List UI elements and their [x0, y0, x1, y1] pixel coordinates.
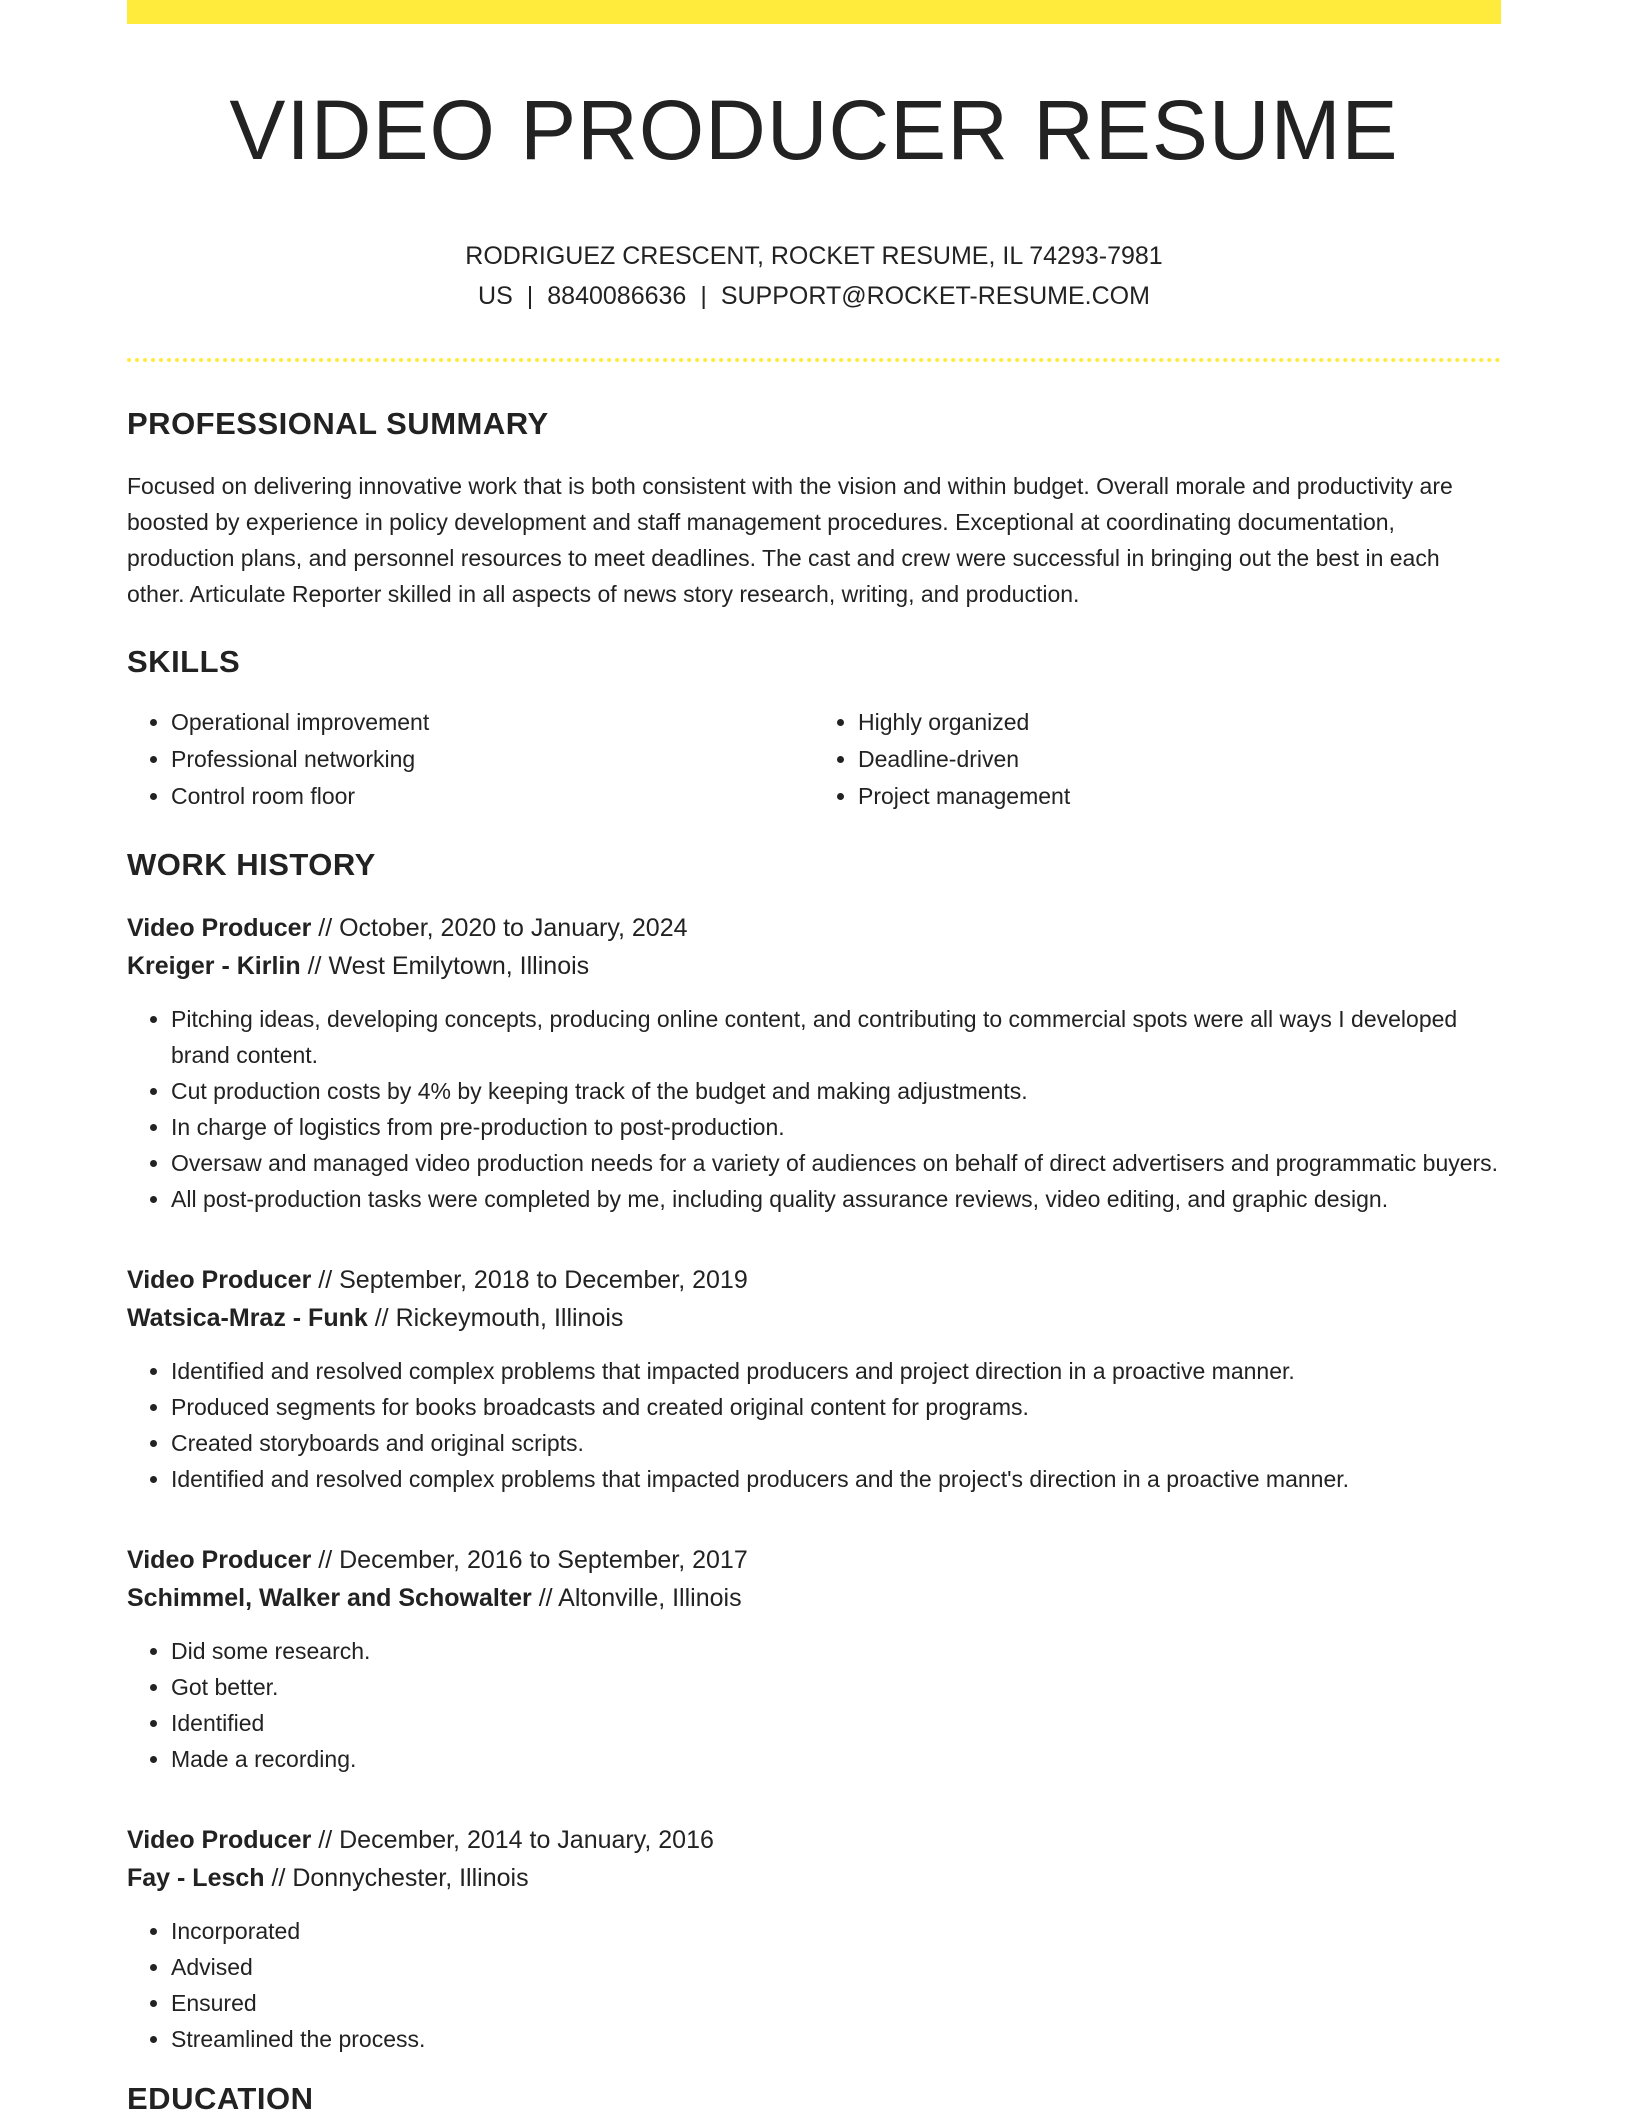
job-bullet: • Pitching ideas, developing concepts, producing online content, and contributing to commercial spots were all ways I developed brand content.	[171, 1001, 1501, 1073]
job-dates: // September, 2018 to December, 2019	[311, 1266, 748, 1294]
dotted-divider	[127, 358, 1501, 362]
summary-text: Focused on delivering innovative work that is both consistent with the vision and within budget. Overall morale and productivity are boosted by experience in policy development and staff management procedures. Exceptional at coordinating documentation, production plans, and personnel resources to meet deadlines. The cast and crew were successful in bringing out the best in each other. Articulate Reporter skilled in all aspects of news story research, writing, and production.	[127, 473, 1453, 607]
job-title: Video Producer	[127, 1266, 312, 1294]
job-bullet: • Cut production costs by 4% by keeping track of the budget and making adjustments.	[171, 1073, 1501, 1109]
job-bullet: • Made a recording.	[171, 1741, 1501, 1777]
job-title-line	[127, 909, 1501, 947]
job-title: Video Producer	[127, 914, 312, 942]
contact-address: RODRIGUEZ CRESCENT, ROCKET RESUME, IL 74293-7981 US	[465, 242, 1163, 310]
job-dates: // December, 2014 to January, 2016	[311, 1826, 714, 1854]
job-bullet: • Identified and resolved complex problems that impacted producers and project direction in a proactive manner.	[171, 1353, 1501, 1389]
job-bullet: • Created storyboards and original scripts.	[171, 1425, 1501, 1461]
job-location: // Altonville, Illinois	[531, 1584, 742, 1612]
job-bullet: • Identified	[171, 1705, 1501, 1741]
job-title-line	[127, 1541, 1501, 1579]
contact-separator: |	[700, 282, 707, 310]
contact-phone[interactable]: 8840086636	[547, 282, 687, 310]
skills-column-right	[814, 704, 1501, 815]
job-bullet: • Did some research.	[171, 1633, 1501, 1669]
job-bullets	[127, 1913, 1501, 2057]
contact-email[interactable]: SUPPORT@ROCKET-RESUME.COM	[720, 282, 1150, 310]
page-title: VIDEO PRODUCER RESUME	[229, 83, 1399, 177]
skills-column-left	[127, 704, 814, 815]
job-dates: // October, 2020 to January, 2024	[311, 914, 688, 942]
job-company-line	[127, 1859, 1501, 1897]
skill-item: • Operational improvement	[171, 704, 814, 741]
job-bullets	[127, 1001, 1501, 1217]
job-title-line	[127, 1261, 1501, 1299]
job-entry	[127, 1261, 1501, 1497]
job-company: Kreiger - Kirlin	[127, 952, 301, 980]
job-location: // West Emilytown, Illinois	[300, 952, 590, 980]
section-title-skills: SKILLS	[127, 644, 241, 679]
contact-separator: |	[526, 282, 534, 310]
job-bullet: • Incorporated	[171, 1913, 1501, 1949]
job-bullet: • Got better.	[171, 1669, 1501, 1705]
job-bullets	[127, 1633, 1501, 1777]
job-title: Video Producer	[127, 1826, 312, 1854]
job-bullet: • Ensured	[171, 1985, 1501, 2021]
job-bullet: • Produced segments for books broadcasts and created original content for programs.	[171, 1389, 1501, 1425]
job-entry	[127, 1541, 1501, 1777]
job-company: Watsica-Mraz - Funk	[127, 1304, 368, 1332]
job-title-line	[127, 1821, 1501, 1859]
skill-item: • Highly organized	[858, 704, 1501, 741]
top-accent-bar	[127, 0, 1501, 24]
job-company-line	[127, 947, 1501, 985]
job-bullet: • In charge of logistics from pre-production to post-production.	[171, 1109, 1501, 1145]
job-dates: // December, 2016 to September, 2017	[311, 1546, 748, 1574]
job-company: Schimmel, Walker and Schowalter	[127, 1584, 532, 1612]
skill-item: • Control room floor	[171, 778, 814, 815]
job-entry	[127, 909, 1501, 1217]
job-bullet: • Identified and resolved complex problems that impacted producers and the project's direction in a proactive manner.	[171, 1461, 1501, 1497]
job-title: Video Producer	[127, 1546, 312, 1574]
job-entry	[127, 1821, 1501, 2057]
job-location: // Rickeymouth, Illinois	[367, 1304, 624, 1332]
job-bullet: • Oversaw and managed video production needs for a variety of audiences on behalf of direct advertisers and programmatic buyers.	[171, 1145, 1501, 1181]
job-bullet: • Advised	[171, 1949, 1501, 1985]
skill-item: • Project management	[858, 778, 1501, 815]
skill-item: • Professional networking	[171, 741, 814, 778]
job-company: Fay - Lesch	[127, 1864, 265, 1892]
job-company-line	[127, 1299, 1501, 1337]
skills-list	[127, 704, 1501, 815]
job-bullet: • All post-production tasks were completed by me, including quality assurance reviews, video editing, and graphic design.	[171, 1181, 1501, 1217]
job-location: // Donnychester, Illinois	[264, 1864, 529, 1892]
job-company-line	[127, 1579, 1501, 1617]
resume-page	[127, 0, 1501, 2119]
section-title-professional-summary: PROFESSIONAL SUMMARY	[127, 406, 549, 441]
job-bullet: • Streamlined the process.	[171, 2021, 1501, 2057]
contact-info	[127, 236, 1501, 316]
section-title-work-history: WORK HISTORY	[127, 847, 376, 882]
section-title-education: EDUCATION	[127, 2081, 314, 2116]
job-bullets	[127, 1353, 1501, 1497]
skill-item: • Deadline-driven	[858, 741, 1501, 778]
